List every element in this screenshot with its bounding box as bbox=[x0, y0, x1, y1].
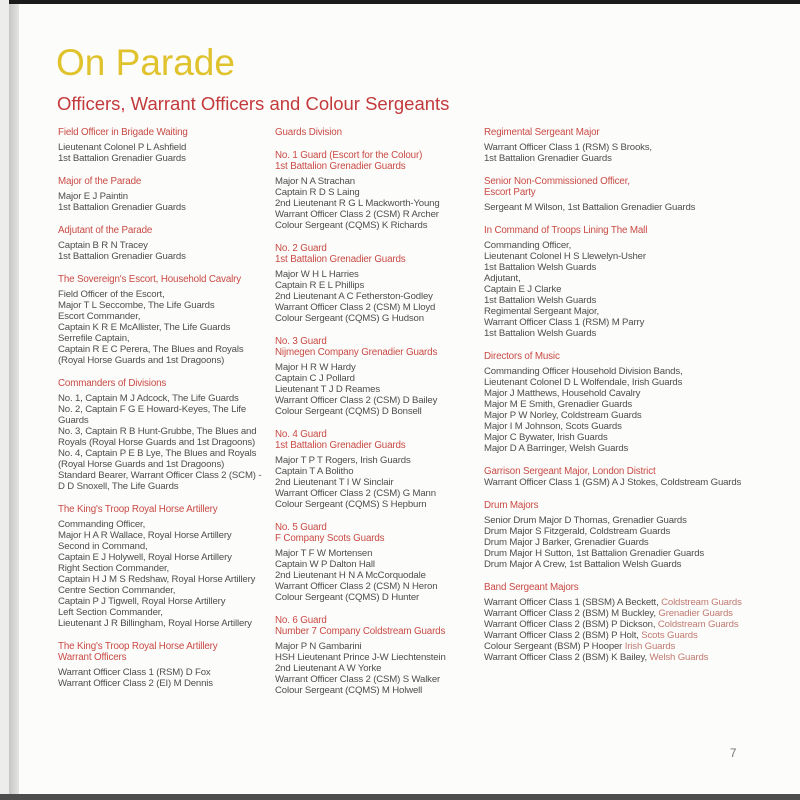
section-body bbox=[58, 191, 270, 213]
scan-edge-top bbox=[0, 0, 800, 4]
entry-line: Captain E J Holywell, Royal Horse Artillery bbox=[58, 552, 232, 563]
entry-line: Captain H J M S Redshaw, Royal Horse Artillery bbox=[58, 574, 256, 585]
section-heading-line: Directors of Music bbox=[484, 351, 560, 362]
officer-section bbox=[58, 225, 270, 262]
scan-edge-left-outer bbox=[0, 0, 9, 800]
section-heading-line: 1st Battalion Grenadier Guards bbox=[275, 161, 406, 172]
entry-line: Major M E Smith, Grenadier Guards bbox=[484, 399, 633, 410]
entry-line bbox=[484, 652, 784, 663]
entry-line: Colour Sergeant (CQMS) D Bonsell bbox=[275, 406, 422, 417]
section-heading-line: No. 4 Guard bbox=[275, 429, 327, 440]
entry-line bbox=[484, 630, 784, 641]
entry-line: Lieutenant J R Billingham, Royal Horse Artillery bbox=[58, 618, 252, 629]
entry-line: Captain E J Clarke bbox=[484, 284, 562, 295]
entry-line: Major P W Norley, Coldstream Guards bbox=[484, 410, 642, 421]
section-body bbox=[484, 142, 784, 164]
section-heading bbox=[484, 500, 784, 511]
entry-line: Major E J Paintin bbox=[58, 191, 128, 202]
section-body bbox=[58, 393, 270, 492]
officer-section bbox=[58, 127, 270, 164]
entry-line: Right Section Commander, bbox=[58, 563, 170, 574]
section-heading bbox=[58, 127, 270, 138]
entry-line: Major T F W Mortensen bbox=[275, 548, 373, 559]
officer-section bbox=[275, 429, 479, 510]
entry-line: Major I M Johnson, Scots Guards bbox=[484, 421, 622, 432]
entry-line: Escort Commander, bbox=[58, 311, 141, 322]
entry-line: Colour Sergeant (CQMS) G Hudson bbox=[275, 313, 424, 324]
entry-line: Captain C J Pollard bbox=[275, 373, 355, 384]
entry-line bbox=[484, 608, 784, 619]
section-heading-line: Commanders of Divisions bbox=[58, 378, 167, 389]
entry-line: Drum Major S Fitzgerald, Coldstream Guards bbox=[484, 526, 671, 537]
entry-line: Major J Matthews, Household Cavalry bbox=[484, 388, 641, 399]
entry-line: No. 4, Captain P E B Lye, The Blues and Royals bbox=[58, 448, 257, 459]
entry-line: Drum Major J Barker, Grenadier Guards bbox=[484, 537, 649, 548]
section-heading-line: No. 3 Guard bbox=[275, 336, 327, 347]
entry-line: Adjutant, bbox=[484, 273, 521, 284]
entry-line: Commanding Officer Household Division Bands, bbox=[484, 366, 683, 377]
officer-section bbox=[484, 176, 784, 213]
section-heading bbox=[484, 466, 784, 477]
section-heading-line: No. 1 Guard (Escort for the Colour) bbox=[275, 150, 423, 161]
section-body bbox=[275, 362, 479, 417]
entry-text: Warrant Officer Class 2 (BSM) P Dickson, bbox=[484, 619, 658, 630]
section-heading bbox=[484, 127, 784, 138]
entry-line: Standard Bearer, Warrant Officer Class 2 (SCM) - bbox=[58, 470, 262, 481]
entry-line: Serrefile Captain, bbox=[58, 333, 130, 344]
officer-section bbox=[484, 127, 784, 164]
entry-line: 2nd Lieutenant T I W Sinclair bbox=[275, 477, 394, 488]
entry-line: 1st Battalion Welsh Guards bbox=[484, 328, 597, 339]
section-heading-line: Major of the Parade bbox=[58, 176, 142, 187]
section-body bbox=[58, 142, 270, 164]
section-heading bbox=[58, 641, 270, 663]
entry-line: Major C Bywater, Irish Guards bbox=[484, 432, 608, 443]
officer-section bbox=[58, 176, 270, 213]
officer-section bbox=[275, 150, 479, 231]
entry-text: Warrant Officer Class 2 (BSM) M Buckley, bbox=[484, 608, 659, 619]
section-body bbox=[58, 240, 270, 262]
section-heading bbox=[275, 150, 479, 172]
section-heading bbox=[275, 127, 479, 138]
column-right bbox=[484, 127, 784, 675]
section-body bbox=[58, 519, 270, 629]
officer-section bbox=[275, 243, 479, 324]
entry-line: Warrant Officer Class 1 (RSM) S Brooks, bbox=[484, 142, 652, 153]
section-heading bbox=[275, 615, 479, 637]
section-heading-line: No. 5 Guard bbox=[275, 522, 327, 533]
entry-line: (Royal Horse Guards and 1st Dragoons) bbox=[58, 355, 225, 366]
entry-line: Warrant Officer Class 1 (RSM) M Parry bbox=[484, 317, 645, 328]
section-heading-line: No. 6 Guard bbox=[275, 615, 327, 626]
officer-section bbox=[58, 504, 270, 629]
entry-line: Lieutenant Colonel H S Llewelyn-Usher bbox=[484, 251, 646, 262]
section-body bbox=[484, 597, 784, 663]
section-heading-line: Drum Majors bbox=[484, 500, 539, 511]
section-heading bbox=[58, 225, 270, 236]
entry-line: Major T P T Rogers, Irish Guards bbox=[275, 455, 411, 466]
regiment-accent: Grenadier Guards bbox=[658, 608, 733, 619]
entry-line: No. 3, Captain R B Hunt-Grubbe, The Blues and bbox=[58, 426, 257, 437]
entry-line bbox=[484, 597, 784, 608]
entry-line: Warrant Officer Class 2 (CSM) D Bailey bbox=[275, 395, 438, 406]
section-body bbox=[275, 455, 479, 510]
section-heading bbox=[484, 225, 784, 236]
officer-section bbox=[275, 522, 479, 603]
entry-line: Colour Sergeant (CQMS) K Richards bbox=[275, 220, 428, 231]
section-heading-line: Adjutant of the Parade bbox=[58, 225, 153, 236]
entry-line: Warrant Officer Class 2 (CSM) M Lloyd bbox=[275, 302, 436, 313]
section-heading-line: Guards Division bbox=[275, 127, 342, 138]
section-heading-line: F Company Scots Guards bbox=[275, 533, 385, 544]
entry-line: Major D A Barringer, Welsh Guards bbox=[484, 443, 629, 454]
entry-line: Warrant Officer Class 2 (EI) M Dennis bbox=[58, 678, 213, 689]
section-heading-line: The Sovereign's Escort, Household Cavalry bbox=[58, 274, 242, 285]
officer-section bbox=[275, 615, 479, 696]
section-heading-line: Number 7 Company Coldstream Guards bbox=[275, 626, 446, 637]
officer-section bbox=[484, 466, 784, 488]
entry-line: Colour Sergeant (CQMS) M Holwell bbox=[275, 685, 423, 696]
section-heading bbox=[58, 274, 270, 285]
section-heading-line: In Command of Troops Lining The Mall bbox=[484, 225, 648, 236]
officer-section bbox=[275, 336, 479, 417]
entry-line: Colour Sergeant (CQMS) D Hunter bbox=[275, 592, 420, 603]
section-body bbox=[484, 202, 784, 213]
entry-line: D D Snoxell, The Life Guards bbox=[58, 481, 179, 492]
section-body bbox=[275, 548, 479, 603]
entry-line: Major H R W Hardy bbox=[275, 362, 356, 373]
regiment-accent: Irish Guards bbox=[624, 641, 676, 652]
section-heading-line: 1st Battalion Grenadier Guards bbox=[275, 254, 406, 265]
entry-line: Drum Major H Sutton, 1st Battalion Grenadier Guards bbox=[484, 548, 705, 559]
scan-edge-bottom bbox=[0, 794, 800, 800]
section-body bbox=[58, 667, 270, 689]
officer-section bbox=[484, 582, 784, 663]
entry-line: Major W H L Harries bbox=[275, 269, 359, 280]
entry-line: (Royal Horse Guards and 1st Dragoons) bbox=[58, 459, 225, 470]
section-heading bbox=[275, 429, 479, 451]
section-heading-line: Warrant Officers bbox=[58, 652, 127, 663]
entry-line: Warrant Officer Class 2 (CSM) N Heron bbox=[275, 581, 438, 592]
entry-line: 2nd Lieutenant R G L Mackworth-Young bbox=[275, 198, 440, 209]
officer-section bbox=[58, 378, 270, 492]
entry-line: Captain K R E McAllister, The Life Guards bbox=[58, 322, 231, 333]
entry-line: Warrant Officer Class 2 (CSM) R Archer bbox=[275, 209, 439, 220]
section-body bbox=[275, 269, 479, 324]
officer-section bbox=[58, 274, 270, 366]
entry-line: Captain R D S Laing bbox=[275, 187, 360, 198]
regiment-accent: Welsh Guards bbox=[649, 652, 709, 663]
section-heading-line: No. 2 Guard bbox=[275, 243, 327, 254]
entry-line bbox=[484, 619, 784, 630]
section-body bbox=[275, 176, 479, 231]
section-heading-line: Regimental Sergeant Major bbox=[484, 127, 600, 138]
entry-line: 1st Battalion Grenadier Guards bbox=[58, 251, 186, 262]
entry-line: 1st Battalion Welsh Guards bbox=[484, 262, 597, 273]
entry-line: Major P N Gambarini bbox=[275, 641, 362, 652]
section-heading-line: The King's Troop Royal Horse Artillery bbox=[58, 504, 218, 515]
page-subtitle: Officers, Warrant Officers and Colour Sergeants bbox=[57, 93, 450, 114]
entry-line: 1st Battalion Grenadier Guards bbox=[484, 153, 612, 164]
entry-text: Colour Sergeant (BSM) P Hooper bbox=[484, 641, 625, 652]
entry-line: Captain R E C Perera, The Blues and Royals bbox=[58, 344, 244, 355]
entry-line: Commanding Officer, bbox=[58, 519, 146, 530]
entry-line: Major N A Strachan bbox=[275, 176, 355, 187]
entry-line: 1st Battalion Grenadier Guards bbox=[58, 153, 186, 164]
regiment-accent: Coldstream Guards bbox=[657, 619, 739, 630]
entry-line: Lieutenant Colonel P L Ashfield bbox=[58, 142, 187, 153]
entry-line: Warrant Officer Class 1 (GSM) A J Stokes, Coldstream Guards bbox=[484, 477, 742, 488]
entry-line: Colour Sergeant (CQMS) S Hepburn bbox=[275, 499, 427, 510]
entry-text: Warrant Officer Class 2 (BSM) K Bailey, bbox=[484, 652, 650, 663]
section-heading-line: Escort Party bbox=[484, 187, 536, 198]
entry-line: Drum Major A Crew, 1st Battalion Welsh Guards bbox=[484, 559, 682, 570]
entry-line: Commanding Officer, bbox=[484, 240, 572, 251]
page-title: On Parade bbox=[56, 42, 235, 83]
section-heading bbox=[58, 504, 270, 515]
entry-line: Field Officer of the Escort, bbox=[58, 289, 165, 300]
section-heading bbox=[275, 522, 479, 544]
regiment-accent: Scots Guards bbox=[641, 630, 698, 641]
officer-section bbox=[275, 127, 479, 138]
entry-line: HSH Lieutenant Prince J-W Liechtenstein bbox=[275, 652, 446, 663]
section-heading bbox=[275, 336, 479, 358]
entry-line: No. 2, Captain F G E Howard-Keyes, The Life bbox=[58, 404, 247, 415]
section-heading bbox=[484, 176, 784, 198]
entry-line: Captain T A Bolitho bbox=[275, 466, 354, 477]
entry-line: 2nd Lieutenant H N A McCorquodale bbox=[275, 570, 426, 581]
section-heading-line: Garrison Sergeant Major, London District bbox=[484, 466, 656, 477]
column-left bbox=[58, 127, 270, 701]
entry-line: Captain P J Tigwell, Royal Horse Artillery bbox=[58, 596, 226, 607]
section-heading bbox=[275, 243, 479, 265]
entry-line: Lieutenant Colonel D L Wolfendale, Irish Guards bbox=[484, 377, 683, 388]
section-body bbox=[484, 515, 784, 570]
entry-line: 1st Battalion Grenadier Guards bbox=[58, 202, 186, 213]
entry-line: Lieutenant T J D Reames bbox=[275, 384, 380, 395]
page-number: 7 bbox=[730, 748, 737, 760]
entry-text: Warrant Officer Class 2 (BSM) P Holt, bbox=[484, 630, 642, 641]
entry-line: Second in Command, bbox=[58, 541, 148, 552]
section-heading-line: The King's Troop Royal Horse Artillery bbox=[58, 641, 218, 652]
section-heading-line: 1st Battalion Grenadier Guards bbox=[275, 440, 406, 451]
section-heading bbox=[58, 176, 270, 187]
officer-section bbox=[484, 351, 784, 454]
section-heading-line: Senior Non-Commissioned Officer, bbox=[484, 176, 630, 187]
entry-line: Warrant Officer Class 1 (RSM) D Fox bbox=[58, 667, 211, 678]
section-body bbox=[275, 641, 479, 696]
officer-section bbox=[484, 225, 784, 339]
entry-line: 1st Battalion Welsh Guards bbox=[484, 295, 597, 306]
entry-line: Captain B R N Tracey bbox=[58, 240, 148, 251]
entry-line: Senior Drum Major D Thomas, Grenadier Guards bbox=[484, 515, 687, 526]
entry-line: Royals (Royal Horse Guards and 1st Dragoons) bbox=[58, 437, 256, 448]
entry-line: Centre Section Commander, bbox=[58, 585, 176, 596]
entry-line bbox=[484, 641, 784, 652]
section-heading-line: Nijmegen Company Grenadier Guards bbox=[275, 347, 438, 358]
scan-edge-left-shadow bbox=[9, 4, 19, 794]
regiment-accent: Coldstream Guards bbox=[661, 597, 742, 608]
entry-text: Warrant Officer Class 1 (SBSM) A Beckett, bbox=[484, 597, 662, 608]
section-body bbox=[484, 477, 784, 488]
entry-line: No. 1, Captain M J Adcock, The Life Guards bbox=[58, 393, 239, 404]
column-middle bbox=[275, 127, 479, 708]
section-body bbox=[484, 366, 784, 454]
officer-section bbox=[484, 500, 784, 570]
entry-line: Guards bbox=[58, 415, 89, 426]
entry-line: Captain R E L Phillips bbox=[275, 280, 365, 291]
entry-line: Warrant Officer Class 2 (CSM) G Mann bbox=[275, 488, 436, 499]
section-body bbox=[484, 240, 784, 339]
section-body bbox=[58, 289, 270, 366]
section-heading-line: Field Officer in Brigade Waiting bbox=[58, 127, 188, 138]
entry-line: Left Section Commander, bbox=[58, 607, 163, 618]
entry-line: 2nd Lieutenant A W Yorke bbox=[275, 663, 382, 674]
entry-line: Sergeant M Wilson, 1st Battalion Grenadier Guards bbox=[484, 202, 696, 213]
entry-line: 2nd Lieutenant A C Fetherston-Godley bbox=[275, 291, 433, 302]
entry-line: Captain W P Dalton Hall bbox=[275, 559, 375, 570]
officer-section bbox=[58, 641, 270, 689]
section-heading bbox=[484, 582, 784, 593]
entry-line: Regimental Sergeant Major, bbox=[484, 306, 600, 317]
entry-line: Warrant Officer Class 2 (CSM) S Walker bbox=[275, 674, 441, 685]
section-heading bbox=[58, 378, 270, 389]
section-heading bbox=[484, 351, 784, 362]
entry-line: Major T L Seccombe, The Life Guards bbox=[58, 300, 215, 311]
entry-line: Major H A R Wallace, Royal Horse Artillery bbox=[58, 530, 232, 541]
section-heading-line: Band Sergeant Majors bbox=[484, 582, 579, 593]
